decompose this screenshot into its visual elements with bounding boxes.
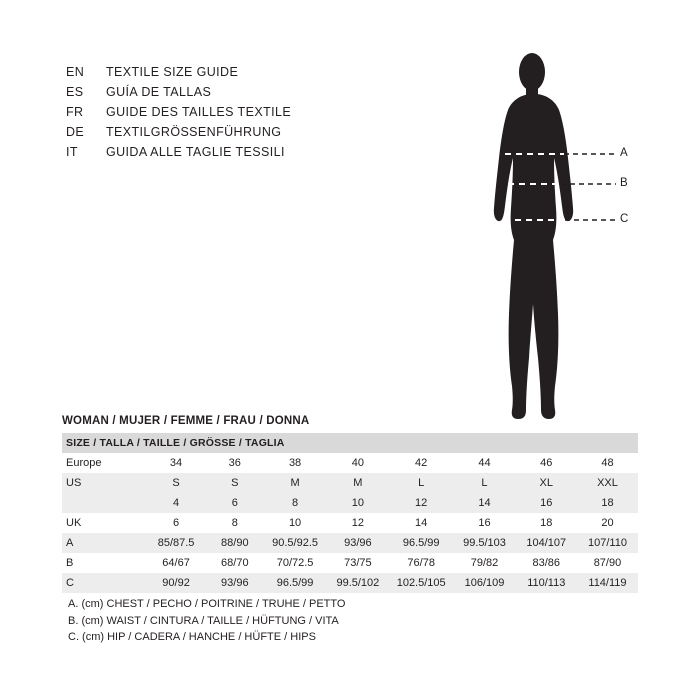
language-row-en xyxy=(66,62,466,82)
cell: 16 xyxy=(516,493,577,513)
cell: 18 xyxy=(516,513,577,533)
cell: L xyxy=(389,473,453,493)
cell: 110/113 xyxy=(516,573,577,593)
cell: 114/119 xyxy=(577,573,638,593)
body-measurement-figure xyxy=(468,48,648,428)
cell: 40 xyxy=(327,453,389,473)
note-hip: C. (cm) HIP / CADERA / HANCHE / HÜFTE / HIPS xyxy=(68,631,316,643)
measure-label-a: A xyxy=(620,147,628,159)
cell: 36 xyxy=(206,453,263,473)
row-label-a: A xyxy=(62,533,146,553)
cell: 48 xyxy=(577,453,638,473)
language-title-fr: GUIDE DES TAILLES TEXTILE xyxy=(106,105,292,119)
measurement-notes xyxy=(68,596,345,646)
cell: 8 xyxy=(206,513,263,533)
language-title-de: TEXTILGRÖSSENFÜHRUNG xyxy=(106,125,282,139)
cell: 10 xyxy=(327,493,389,513)
cell: 96.5/99 xyxy=(263,573,326,593)
table-row xyxy=(62,453,638,473)
size-table xyxy=(62,433,638,593)
cell: 12 xyxy=(389,493,453,513)
cell: 73/75 xyxy=(327,553,389,573)
language-title-en: TEXTILE SIZE GUIDE xyxy=(106,65,239,79)
cell: 102.5/105 xyxy=(389,573,453,593)
language-row-fr xyxy=(66,102,466,122)
cell: 107/110 xyxy=(577,533,638,553)
cell: 70/72.5 xyxy=(263,553,326,573)
row-label-uk: UK xyxy=(62,513,146,533)
cell: 6 xyxy=(206,493,263,513)
cell: 14 xyxy=(389,513,453,533)
language-code-fr: FR xyxy=(66,105,84,119)
table-row xyxy=(62,493,638,513)
cell: 83/86 xyxy=(516,553,577,573)
cell: 93/96 xyxy=(206,573,263,593)
row-label-europe: Europe xyxy=(62,453,146,473)
cell: 18 xyxy=(577,493,638,513)
cell: 38 xyxy=(263,453,326,473)
cell: 68/70 xyxy=(206,553,263,573)
cell: 76/78 xyxy=(389,553,453,573)
cell: 99.5/102 xyxy=(327,573,389,593)
language-row-de xyxy=(66,122,466,142)
cell: S xyxy=(206,473,263,493)
cell: 90/92 xyxy=(146,573,206,593)
language-code-it: IT xyxy=(66,145,78,159)
table-caption: WOMAN / MUJER / FEMME / FRAU / DONNA xyxy=(62,415,310,427)
cell: 46 xyxy=(516,453,577,473)
cell: 8 xyxy=(263,493,326,513)
cell: 93/96 xyxy=(327,533,389,553)
table-row xyxy=(62,513,638,533)
cell: 99.5/103 xyxy=(453,533,515,553)
row-label-us-numeric xyxy=(62,493,146,513)
row-label-b: B xyxy=(62,553,146,573)
cell: 106/109 xyxy=(453,573,515,593)
language-row-it xyxy=(66,142,466,162)
note-waist: B. (cm) WAIST / CINTURA / TAILLE / HÜFTUNG / VITA xyxy=(68,614,339,627)
cell: 85/87.5 xyxy=(146,533,206,553)
language-header-block xyxy=(66,62,466,162)
measure-label-c: C xyxy=(620,213,629,225)
language-code-de: DE xyxy=(66,125,85,139)
cell: 90.5/92.5 xyxy=(263,533,326,553)
row-label-c: C xyxy=(62,573,146,593)
cell: 16 xyxy=(453,513,515,533)
language-title-it: GUIDA ALLE TAGLIE TESSILI xyxy=(106,145,285,159)
table-row xyxy=(62,553,638,573)
table-row xyxy=(62,533,638,553)
cell: S xyxy=(146,473,206,493)
note-chest: A. (cm) CHEST / PECHO / POITRINE / TRUHE / PETTO xyxy=(68,598,346,610)
cell: 87/90 xyxy=(577,553,638,573)
cell: M xyxy=(263,473,326,493)
row-label-us: US xyxy=(62,473,146,493)
language-code-en: EN xyxy=(66,65,85,79)
table-row xyxy=(62,573,638,593)
language-title-es: GUÍA DE TALLAS xyxy=(106,85,212,99)
cell: 104/107 xyxy=(516,533,577,553)
cell: XXL xyxy=(577,473,638,493)
cell: 6 xyxy=(146,513,206,533)
table-header-label: SIZE / TALLA / TAILLE / GRÖSSE / TAGLIA xyxy=(62,433,638,453)
cell: 96.5/99 xyxy=(389,533,453,553)
language-row-es xyxy=(66,82,466,102)
cell: 10 xyxy=(263,513,326,533)
table-header-row xyxy=(62,433,638,453)
cell: 42 xyxy=(389,453,453,473)
table-row xyxy=(62,473,638,493)
cell: 34 xyxy=(146,453,206,473)
cell: M xyxy=(327,473,389,493)
woman-silhouette-icon xyxy=(468,48,648,428)
cell: 44 xyxy=(453,453,515,473)
cell: 79/82 xyxy=(453,553,515,573)
size-table-block xyxy=(62,415,638,593)
cell: XL xyxy=(516,473,577,493)
cell: L xyxy=(453,473,515,493)
language-code-es: ES xyxy=(66,85,84,99)
cell: 20 xyxy=(577,513,638,533)
cell: 14 xyxy=(453,493,515,513)
cell: 12 xyxy=(327,513,389,533)
cell: 88/90 xyxy=(206,533,263,553)
cell: 4 xyxy=(146,493,206,513)
cell: 64/67 xyxy=(146,553,206,573)
measure-label-b: B xyxy=(620,177,628,189)
